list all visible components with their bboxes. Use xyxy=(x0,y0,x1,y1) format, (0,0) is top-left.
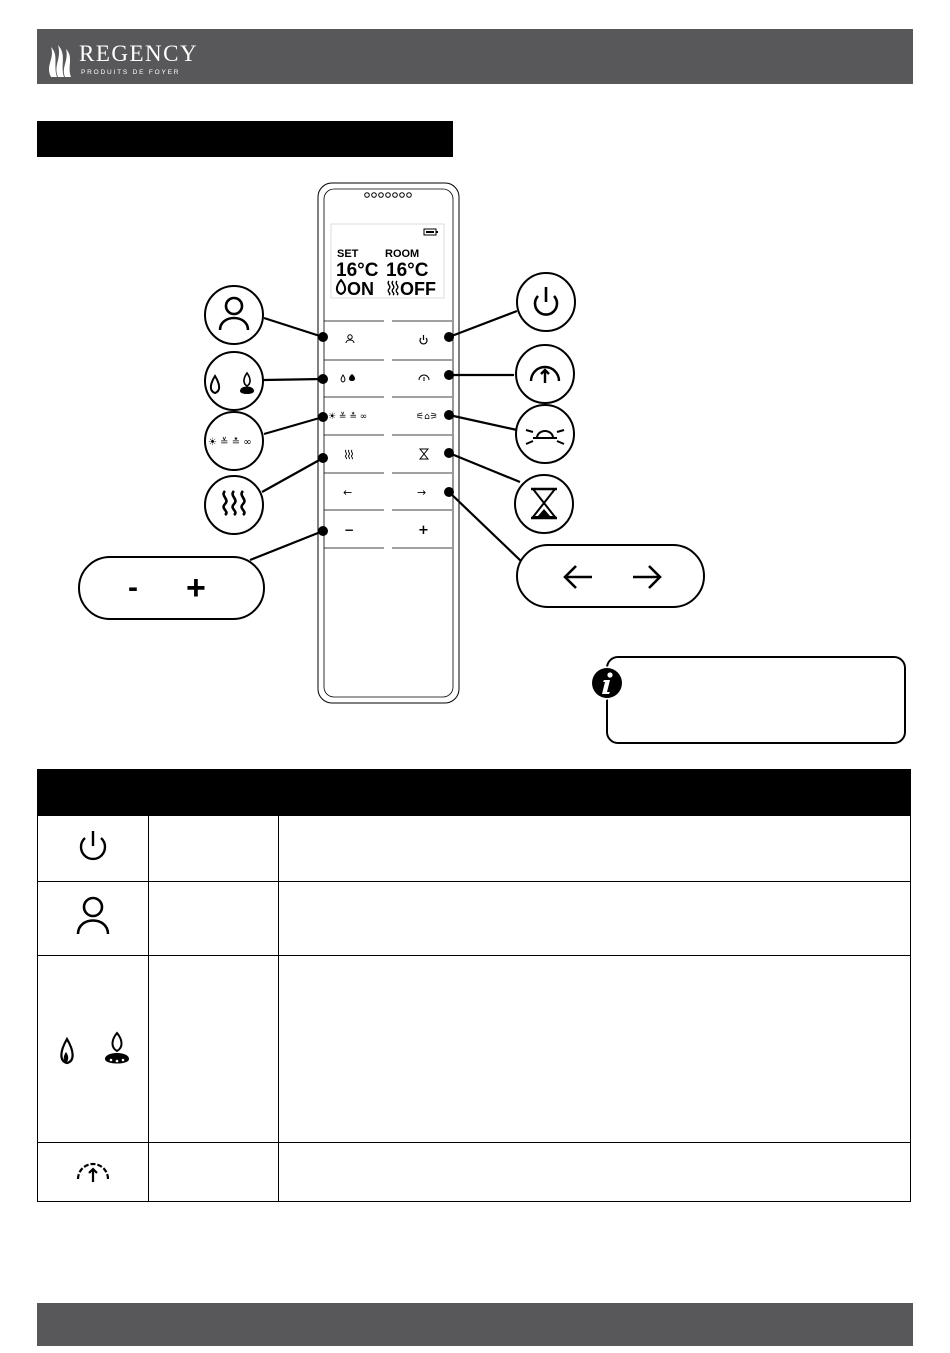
remote-btn-left[interactable]: ← xyxy=(343,486,353,499)
light-modes-icon: ☀ ≚ ≛ ∞ xyxy=(208,437,252,448)
row-description xyxy=(279,1143,911,1202)
plus-icon: + xyxy=(186,569,206,607)
table-row xyxy=(38,816,911,882)
callout-gauge xyxy=(516,345,574,403)
controls-table xyxy=(37,769,911,1202)
svg-text:⚟⌂⚞: ⚟⌂⚞ xyxy=(416,412,438,422)
lcd-set-temp: 16°C xyxy=(336,260,379,281)
remote-btn-light-modes[interactable] xyxy=(328,411,367,422)
gauge-icon xyxy=(73,1155,113,1185)
header-name xyxy=(149,770,279,816)
row-description xyxy=(279,816,911,882)
header-icon xyxy=(38,770,149,816)
header-description xyxy=(279,770,911,816)
remote-btn-minus[interactable]: − xyxy=(344,523,355,537)
lcd-flame-status: ON xyxy=(347,279,374,299)
callout-power xyxy=(517,273,575,331)
lcd-room-label: ROOM xyxy=(385,248,420,260)
table-header-row xyxy=(38,770,911,816)
row-name xyxy=(149,882,279,956)
info-icon xyxy=(587,663,627,707)
row-icon-cell xyxy=(38,816,149,882)
brand-name: REGENCY xyxy=(79,41,199,66)
info-note xyxy=(606,656,906,744)
user-icon xyxy=(73,894,113,938)
lcd-fan-status: OFF xyxy=(400,279,436,299)
flame-burner-icon xyxy=(53,1027,133,1067)
footer-bar xyxy=(37,1303,913,1346)
callout-minus-plus xyxy=(79,557,264,619)
remote-control xyxy=(318,183,459,703)
svg-text:☀ ≚ ≛ ∞: ☀ ≚ ≛ ∞ xyxy=(328,412,368,422)
row-name xyxy=(149,816,279,882)
table-row xyxy=(38,1143,911,1202)
row-description xyxy=(279,882,911,956)
brand-tagline: PRODUITS DE FOYER xyxy=(81,69,181,76)
table-row xyxy=(38,882,911,956)
lcd-room-temp: 16°C xyxy=(386,260,429,281)
row-name xyxy=(149,1143,279,1202)
callout-timer xyxy=(515,475,573,533)
row-name xyxy=(149,956,279,1143)
remote-btn-plus[interactable]: + xyxy=(418,523,429,538)
row-icon-cell xyxy=(38,956,149,1143)
row-icon-cell xyxy=(38,882,149,956)
remote-btn-light[interactable] xyxy=(416,412,438,422)
minus-icon: - xyxy=(128,571,138,604)
callout-user xyxy=(205,286,263,344)
callout-flame-burner xyxy=(205,352,263,410)
callout-light-modes xyxy=(205,412,263,470)
lcd-set-label: SET xyxy=(337,248,359,260)
power-icon xyxy=(76,828,110,864)
callout-arrows xyxy=(517,545,704,607)
remote-btn-right[interactable]: → xyxy=(417,486,427,499)
row-icon-cell xyxy=(38,1143,149,1202)
table-row xyxy=(38,956,911,1143)
callout-light xyxy=(516,405,574,463)
row-description xyxy=(279,956,911,1143)
callout-heat xyxy=(205,476,263,534)
